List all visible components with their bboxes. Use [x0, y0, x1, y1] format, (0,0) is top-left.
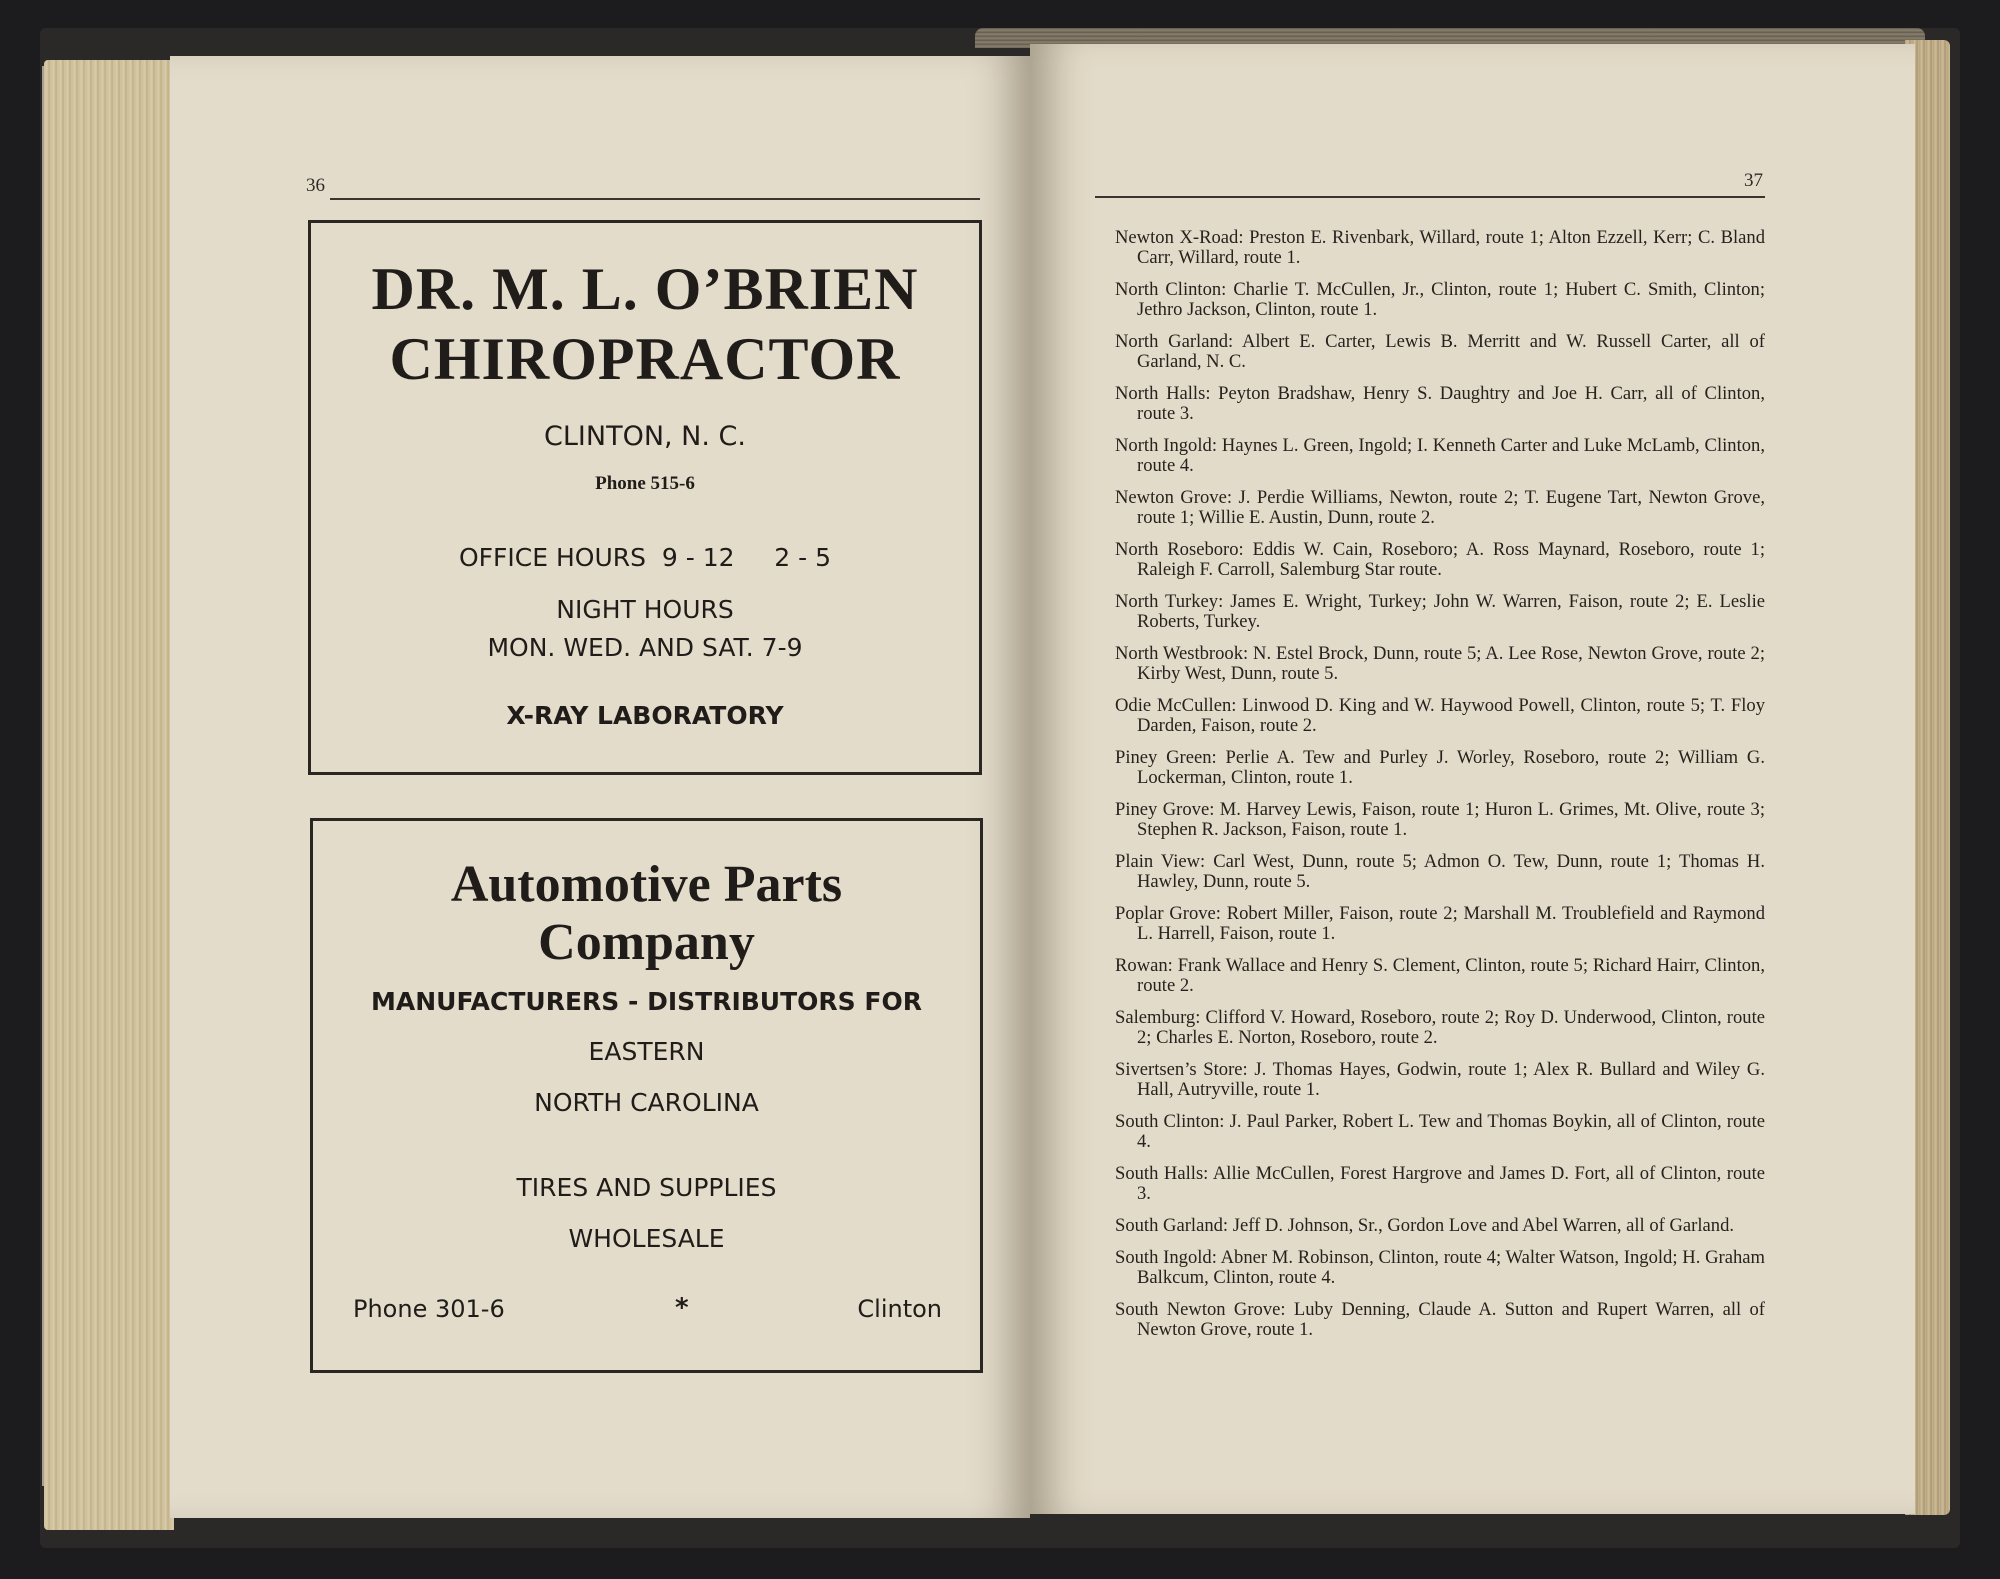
ad-region-line1: EASTERN	[588, 1037, 705, 1066]
ad-town: Clinton	[857, 1295, 942, 1323]
ad-profession: CHIROPRACTOR	[389, 326, 901, 392]
ad-night-hours-label: NIGHT HOURS	[556, 595, 734, 624]
left-header-rule	[330, 198, 980, 200]
right-page-number: 37	[1744, 170, 1763, 191]
ad-company-name-line2: Company	[538, 914, 755, 971]
list-item: Piney Green: Perlie A. Tew and Purley J. Worley, Roseboro, route 2; William G. Lockerman, Clinton, route 1.	[1115, 747, 1765, 788]
list-item: Newton Grove: J. Perdie Williams, Newton, route 2; T. Eugene Tart, Newton Grove, route 1; Willie E. Austin, Dunn, route 2.	[1115, 487, 1765, 528]
ad-trade: WHOLESALE	[568, 1224, 725, 1253]
list-item: South Halls: Allie McCullen, Forest Hargrove and James D. Fort, all of Clinton, route 3.	[1115, 1163, 1765, 1204]
list-item: Rowan: Frank Wallace and Henry S. Clement, Clinton, route 5; Richard Hairr, Clinton, route 2.	[1115, 955, 1765, 996]
list-item: South Clinton: J. Paul Parker, Robert L. Tew and Thomas Boykin, all of Clinton, route 4.	[1115, 1111, 1765, 1152]
ad-phone: Phone 515-6	[595, 473, 695, 494]
list-item: North Halls: Peyton Bradshaw, Henry S. Daughtry and Joe H. Carr, all of Clinton, route 3.	[1115, 383, 1765, 424]
list-item: South Newton Grove: Luby Denning, Claude A. Sutton and Rupert Warren, all of Newton Grove, route 1.	[1115, 1299, 1765, 1340]
list-item: Sivertsen’s Store: J. Thomas Hayes, Godwin, route 1; Alex R. Bullard and Wiley G. Hall, Autryville, route 1.	[1115, 1059, 1765, 1100]
office-hours-afternoon: 2 - 5	[774, 543, 832, 572]
office-hours-label: OFFICE HOURS	[458, 543, 646, 572]
ad-service: X-RAY LABORATORY	[506, 701, 784, 730]
ad-night-hours-days: MON. WED. AND SAT. 7-9	[487, 633, 803, 662]
list-item: North Garland: Albert E. Carter, Lewis B. Merritt and W. Russell Carter, all of Garland, N. C.	[1115, 331, 1765, 372]
ad-phone: Phone 301-6	[353, 1295, 505, 1323]
ad-company-name-line1: Automotive Parts	[450, 856, 843, 913]
community-entries-list	[1115, 228, 1765, 1352]
chiropractor-ad	[308, 220, 982, 775]
ad-doctor-name: DR. M. L. O’BRIEN	[371, 256, 919, 322]
ad-products: TIRES AND SUPPLIES	[516, 1173, 777, 1202]
left-page-stack	[44, 60, 174, 1530]
ad-region-line2: NORTH CAROLINA	[534, 1088, 759, 1117]
list-item: North Clinton: Charlie T. McCullen, Jr., Clinton, route 1; Hubert C. Smith, Clinton; Jethro Jackson, Clinton, route 1.	[1115, 279, 1765, 320]
list-item: North Westbrook: N. Estel Brock, Dunn, route 5; A. Lee Rose, Newton Grove, route 2; Kirby West, Dunn, route 5.	[1115, 643, 1765, 684]
list-item: South Ingold: Abner M. Robinson, Clinton, route 4; Walter Watson, Ingold; H. Graham Balkcum, Clinton, route 4.	[1115, 1247, 1765, 1288]
list-item: North Turkey: James E. Wright, Turkey; John W. Warren, Faison, route 2; E. Leslie Roberts, Turkey.	[1115, 591, 1765, 632]
list-item: North Roseboro: Eddis W. Cain, Roseboro; A. Ross Maynard, Roseboro, route 1; Raleigh F. Carroll, Salemburg Star route.	[1115, 539, 1765, 580]
ad-tagline: MANUFACTURERS - DISTRIBUTORS FOR	[371, 987, 922, 1016]
list-item: Salemburg: Clifford V. Howard, Roseboro, route 2; Roy D. Underwood, Clinton, route 2; Charles E. Norton, Roseboro, route 2.	[1115, 1007, 1765, 1048]
list-item: Newton X-Road: Preston E. Rivenbark, Willard, route 1; Alton Ezzell, Kerr; C. Bland Carr, Willard, route 1.	[1115, 227, 1765, 268]
list-item: Plain View: Carl West, Dunn, route 5; Admon O. Tew, Dunn, route 1; Thomas H. Hawley, Dunn, route 5.	[1115, 851, 1765, 892]
automotive-parts-ad	[310, 818, 983, 1373]
ad-office-hours	[311, 543, 979, 572]
list-item: Odie McCullen: Linwood D. King and W. Haywood Powell, Clinton, route 5; T. Floy Darden, Faison, route 2.	[1115, 695, 1765, 736]
office-hours-morning: 9 - 12	[661, 543, 735, 572]
ad-location: CLINTON, N. C.	[544, 421, 746, 452]
left-page-number: 36	[306, 175, 325, 196]
list-item: South Garland: Jeff D. Johnson, Sr., Gordon Love and Abel Warren, all of Garland.	[1115, 1215, 1735, 1236]
list-item: Piney Grove: M. Harvey Lewis, Faison, route 1; Huron L. Grimes, Mt. Olive, route 3; Stephen R. Jackson, Faison, route 1.	[1115, 799, 1765, 840]
list-item: North Ingold: Haynes L. Green, Ingold; I. Kenneth Carter and Luke McLamb, Clinton, route 4.	[1115, 435, 1765, 476]
right-header-rule	[1095, 196, 1765, 198]
ad-separator: *	[675, 1293, 689, 1323]
list-item: Poplar Grove: Robert Miller, Faison, route 2; Marshall M. Troublefield and Raymond L. Harrell, Faison, route 1.	[1115, 903, 1765, 944]
